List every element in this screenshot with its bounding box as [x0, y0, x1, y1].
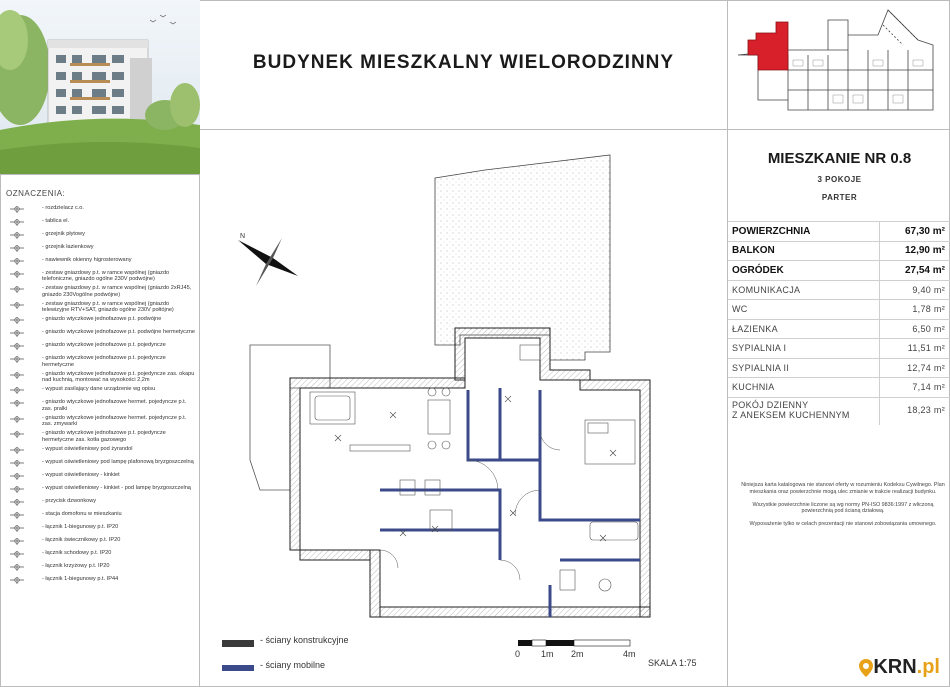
legend-item [6, 446, 196, 456]
area-row [728, 300, 950, 320]
legend-text: - gniazdo wtyczkowe jednofazowe p.t. pojedyncze [42, 342, 166, 349]
legend-item [6, 399, 196, 412]
legend-symbol-icon [6, 399, 42, 409]
legend-symbol-icon [6, 524, 42, 534]
legend-item [6, 371, 196, 384]
legend-item [6, 498, 196, 508]
legend-symbol-icon [6, 415, 42, 425]
legend-text: - grzejnik płytowy [42, 230, 85, 237]
legend-title: OZNACZENIA: [6, 189, 66, 198]
scale-tick: 2m [571, 649, 584, 659]
legend-symbol-icon [6, 244, 42, 254]
legend-symbol-icon [6, 498, 42, 508]
area-value: 27,54 m² [879, 261, 950, 281]
building-render-image [0, 0, 200, 175]
legend-text: - tablica el. [42, 217, 70, 224]
area-label: ŁAZIENKA [728, 319, 879, 339]
legend-text: - wypust oświetleniowy pod lampę plafonową bryzgoszczelną [42, 458, 194, 465]
legend-item [6, 485, 196, 495]
legend-symbol-icon [6, 205, 42, 215]
page-title: BUDYNEK MIESZKALNY WIELORODZINNY [252, 52, 675, 73]
wall-legend-struct-label: - ściany konstrukcyjne [260, 635, 349, 645]
legend-item [6, 355, 196, 368]
legend-text: - stacja domofonu w mieszkaniu [42, 510, 122, 517]
legend-text: - zestaw gniazdowy p.t. w ramce wspólnej (gniazdo 2xRJ45, gniazdo 230Vogólne podwójne) [42, 285, 192, 298]
watermark-suffix: .pl [916, 656, 940, 678]
area-label: KUCHNIA [728, 378, 879, 398]
scale-label: SKALA 1:75 [648, 658, 697, 668]
legend-text: - gniazdo wtyczkowe jednofazowe p.t. pojedyncze zas. okapu nad kuchnią, montować na wysokości 2,2m [42, 370, 195, 384]
area-value: 7,14 m² [879, 378, 950, 398]
wall-legend-struct-swatch [222, 640, 254, 647]
area-row [728, 319, 950, 339]
area-label: POKÓJ DZIENNY Z ANEKSEM KUCHENNYM [728, 397, 879, 425]
scale-tick: 0 [515, 649, 521, 659]
area-value: 12,74 m² [879, 358, 950, 378]
legend-symbol-icon [6, 231, 42, 241]
legend-symbol-icon [6, 430, 42, 440]
area-label: OGRÓDEK [728, 261, 879, 281]
area-row [728, 241, 950, 261]
legend-symbol-icon [6, 472, 42, 482]
building-key-plan [727, 0, 950, 130]
area-row [728, 397, 950, 425]
apartment-number: MIESZKANIE NR 0.8 [767, 150, 912, 167]
apartment-floor: PARTER [821, 193, 858, 202]
legend-item [6, 550, 196, 560]
legend-item [6, 576, 196, 586]
legend-symbol-icon [6, 355, 42, 365]
apartment-rooms: 3 POKOJE [817, 175, 862, 184]
area-row [728, 358, 950, 378]
legend-text: - przycisk dzwonkowy [42, 497, 97, 504]
wall-legend-mobile-label: - ściany mobilne [260, 660, 326, 670]
legend-text: - wypust oświetleniowy pod żyrandol [42, 445, 133, 452]
legend-text: - łącznik 1-biegunowy p.t. IP20 [42, 523, 119, 530]
legend-text: - łącznik świecznikowy p.t. IP20 [42, 536, 121, 543]
legend-text: - łącznik 1-biegunowy p.t. IP44 [42, 575, 119, 582]
area-row [728, 378, 950, 398]
legend [6, 190, 196, 589]
area-value: 67,30 m² [879, 222, 950, 242]
area-table [728, 221, 950, 425]
legend-item [6, 218, 196, 228]
legend-symbol-icon [6, 329, 42, 339]
location-pin-icon [859, 659, 873, 677]
legend-symbol-icon [6, 459, 42, 469]
legend-symbol-icon [6, 485, 42, 495]
svg-text:N: N [240, 233, 246, 240]
scale-bar [518, 640, 630, 646]
legend-item [6, 415, 196, 428]
area-value: 18,23 m² [879, 397, 950, 425]
legend-text: - gniazdo wtyczkowe jednofazowe hermet. pojedyncze p.t. zas. zmywarki [42, 414, 187, 428]
legend-symbol-icon [6, 371, 42, 381]
legend-symbol-icon [6, 257, 42, 267]
legend-item [6, 430, 196, 443]
legend-text: - gniazdo wtyczkowe jednofazowe p.t. pojedyncze hermetyczne [42, 355, 166, 368]
header [200, 0, 727, 130]
legend-symbol-icon [6, 270, 42, 280]
watermark-logo [859, 656, 940, 679]
area-row [728, 339, 950, 359]
legend-symbol-icon [6, 550, 42, 560]
legend-text: - grzejnik łazienkowy [42, 243, 94, 250]
floor-plan [200, 130, 727, 687]
scale-tick: 1m [541, 649, 554, 659]
note-text: Wyposażenie tylko w celach prezentacji nie stanowi zobowiązania umownego. [749, 521, 937, 527]
watermark-brand: KRN [873, 656, 917, 678]
area-label: SYPIALNIA I [728, 339, 879, 359]
legend-symbol-icon [6, 285, 42, 295]
legend-text: - wypust oświetleniowy - kinkiet [42, 471, 120, 478]
legend-item [6, 205, 196, 215]
wall-legend-mobile-swatch [222, 665, 254, 671]
area-label: WC [728, 300, 879, 320]
legend-item [6, 316, 196, 326]
legend-text: - gniazdo wtyczkowe jednofazowe hermet. pojedyncze p.t. zas. pralki [42, 399, 187, 412]
area-label: POWIERZCHNIA [728, 222, 879, 242]
legend-item [6, 231, 196, 241]
legend-symbol-icon [6, 386, 42, 396]
legend-text: - gniazdo wtyczkowe jednofazowe p.t. pojedyncze hermetyczne zas. kotła gazowego [42, 430, 166, 443]
disclaimer-notes [738, 482, 948, 534]
scale-tick: 4m [623, 649, 636, 659]
legend-text: - zestaw gniazdowy p.t. w ramce wspólnej (gniazdo telefoniczne, gniazdo ogólne 230V podwójne) [42, 269, 170, 283]
legend-text: - rozdzielacz c.o. [42, 204, 84, 211]
legend-item [6, 459, 196, 469]
legend-symbol-icon [6, 316, 42, 326]
legend-text: - łącznik schodowy p.t. IP20 [42, 549, 112, 556]
area-value: 12,90 m² [879, 241, 950, 261]
area-row [728, 280, 950, 300]
area-row [728, 261, 950, 281]
legend-text: - łącznik krzyżowy p.t. IP20 [42, 562, 110, 569]
legend-item [6, 511, 196, 521]
area-value: 1,78 m² [879, 300, 950, 320]
legend-item [6, 524, 196, 534]
area-row [728, 222, 950, 242]
legend-symbol-icon [6, 576, 42, 586]
area-value: 9,40 m² [879, 280, 950, 300]
apartment-info-panel [727, 130, 950, 687]
note-text: Niniejsza karta katalogowa nie stanowi oferty w rozumieniu Kodeksu Cywilnego. Plan mieszkania oraz powierzchnie mogą ulec zmianie w trakcie realizacji budynku. [741, 482, 945, 495]
legend-text: - gniazdo wtyczkowe jednofazowe p.t. podwójne [42, 316, 162, 323]
legend-text: - nawiewnik okienny higrosterowany [42, 256, 132, 263]
left-column [0, 0, 200, 687]
legend-item [6, 257, 196, 267]
legend-text: - gniazdo wtyczkowe jednofazowe p.t. podwójne hermetyczne [42, 329, 195, 336]
legend-symbol-icon [6, 342, 42, 352]
legend-text: - wypust zasilający dane urządzenie wg opisu [42, 386, 156, 393]
legend-item [6, 285, 196, 298]
note-text: Wszystkie powierzchnie liczone są wg normy PN-ISO 9836:1997 z wliczoną powierzchnią pod ścianą działową. [752, 501, 934, 515]
legend-item [6, 386, 196, 396]
legend-item [6, 329, 196, 339]
compass-icon [238, 233, 298, 286]
legend-symbol-icon [6, 301, 42, 311]
legend-item [6, 472, 196, 482]
legend-symbol-icon [6, 563, 42, 573]
legend-list [6, 205, 196, 586]
area-label: KOMUNIKACJA [728, 280, 879, 300]
legend-symbol-icon [6, 511, 42, 521]
legend-item [6, 244, 196, 254]
legend-symbol-icon [6, 218, 42, 228]
area-label: SYPIALNIA II [728, 358, 879, 378]
legend-symbol-icon [6, 446, 42, 456]
legend-item [6, 270, 196, 283]
legend-item [6, 342, 196, 352]
apartment-highlight [748, 22, 788, 70]
legend-symbol-icon [6, 537, 42, 547]
legend-text: - wypust oświetleniowy - kinkiet - pod lampę bryzgoszczelną [42, 484, 191, 491]
legend-text: - zestaw gniazdowy p.t. w ramce wspólnej (gniazdo telewizyjne RTV+SAT, gniazdo ogólne 230V połtójne) [42, 300, 174, 314]
area-value: 11,51 m² [879, 339, 950, 359]
legend-item [6, 537, 196, 547]
legend-item [6, 563, 196, 573]
area-value: 6,50 m² [879, 319, 950, 339]
legend-item [6, 301, 196, 314]
area-label: BALKON [728, 241, 879, 261]
